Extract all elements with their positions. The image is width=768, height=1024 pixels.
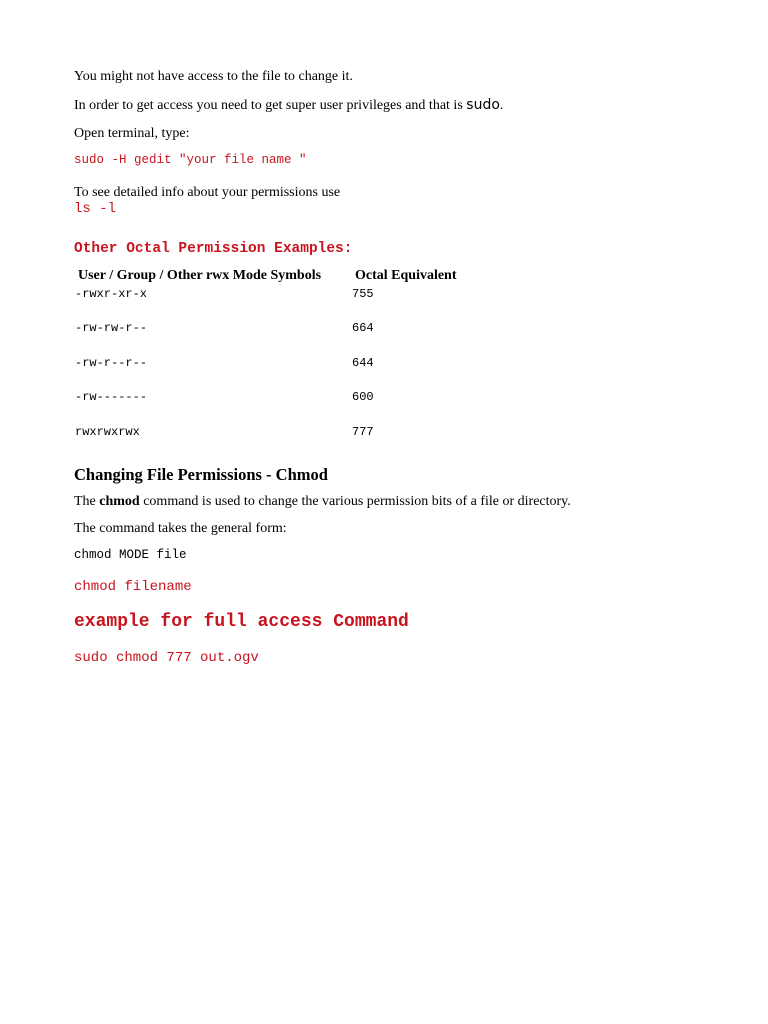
gedit-command: sudo -H gedit "your file name " [74,153,307,167]
intro-line-2-text: In order to get access you need to get super user privileges and that is [74,98,467,113]
table-cell-octal: 644 [352,356,374,370]
general-form-code: chmod MODE file [74,548,187,562]
example-command: sudo chmod 777 out.ogv [74,650,259,666]
chmod-section-heading: Changing File Permissions - Chmod [74,465,328,484]
table-cell-octal: 755 [352,287,374,301]
general-form-text: The command takes the general form: [74,521,287,536]
table-cell-symbols: -rw-rw-r-- [75,321,148,335]
table-cell-symbols: -rw------- [75,390,148,404]
example-heading: example for full access Command [74,612,409,632]
intro-line-1: You might not have access to the file to change it. [74,69,353,84]
ls-command: ls -l [74,201,117,217]
sudo-inline-code: sudo [466,97,500,113]
table-cell-octal: 664 [352,321,374,335]
intro-line-2-end: . [499,98,504,113]
octal-section-heading: Other Octal Permission Examples: [74,241,353,257]
intro-line-2 [74,97,503,114]
table-cell-symbols: rwxrwxrwx [75,425,140,439]
table-header-octal: Octal Equivalent [355,268,457,283]
chmod-desc-end: command is used to change the various permission bits of a file or directory. [139,494,571,509]
table-cell-octal: 600 [352,390,374,404]
chmod-desc-start: The [74,494,100,509]
table-cell-symbols: -rwxr-xr-x [75,287,148,301]
permissions-info-text: To see detailed info about your permissions use [74,185,341,200]
chmod-description [74,494,571,510]
table-header-symbols: User / Group / Other rwx Mode Symbols [78,268,322,283]
open-terminal-text: Open terminal, type: [74,126,190,141]
table-cell-symbols: -rw-r--r-- [75,356,148,370]
table-cell-octal: 777 [352,425,374,439]
chmod-filename-command: chmod filename [74,579,192,595]
chmod-bold-keyword: chmod [99,494,140,509]
